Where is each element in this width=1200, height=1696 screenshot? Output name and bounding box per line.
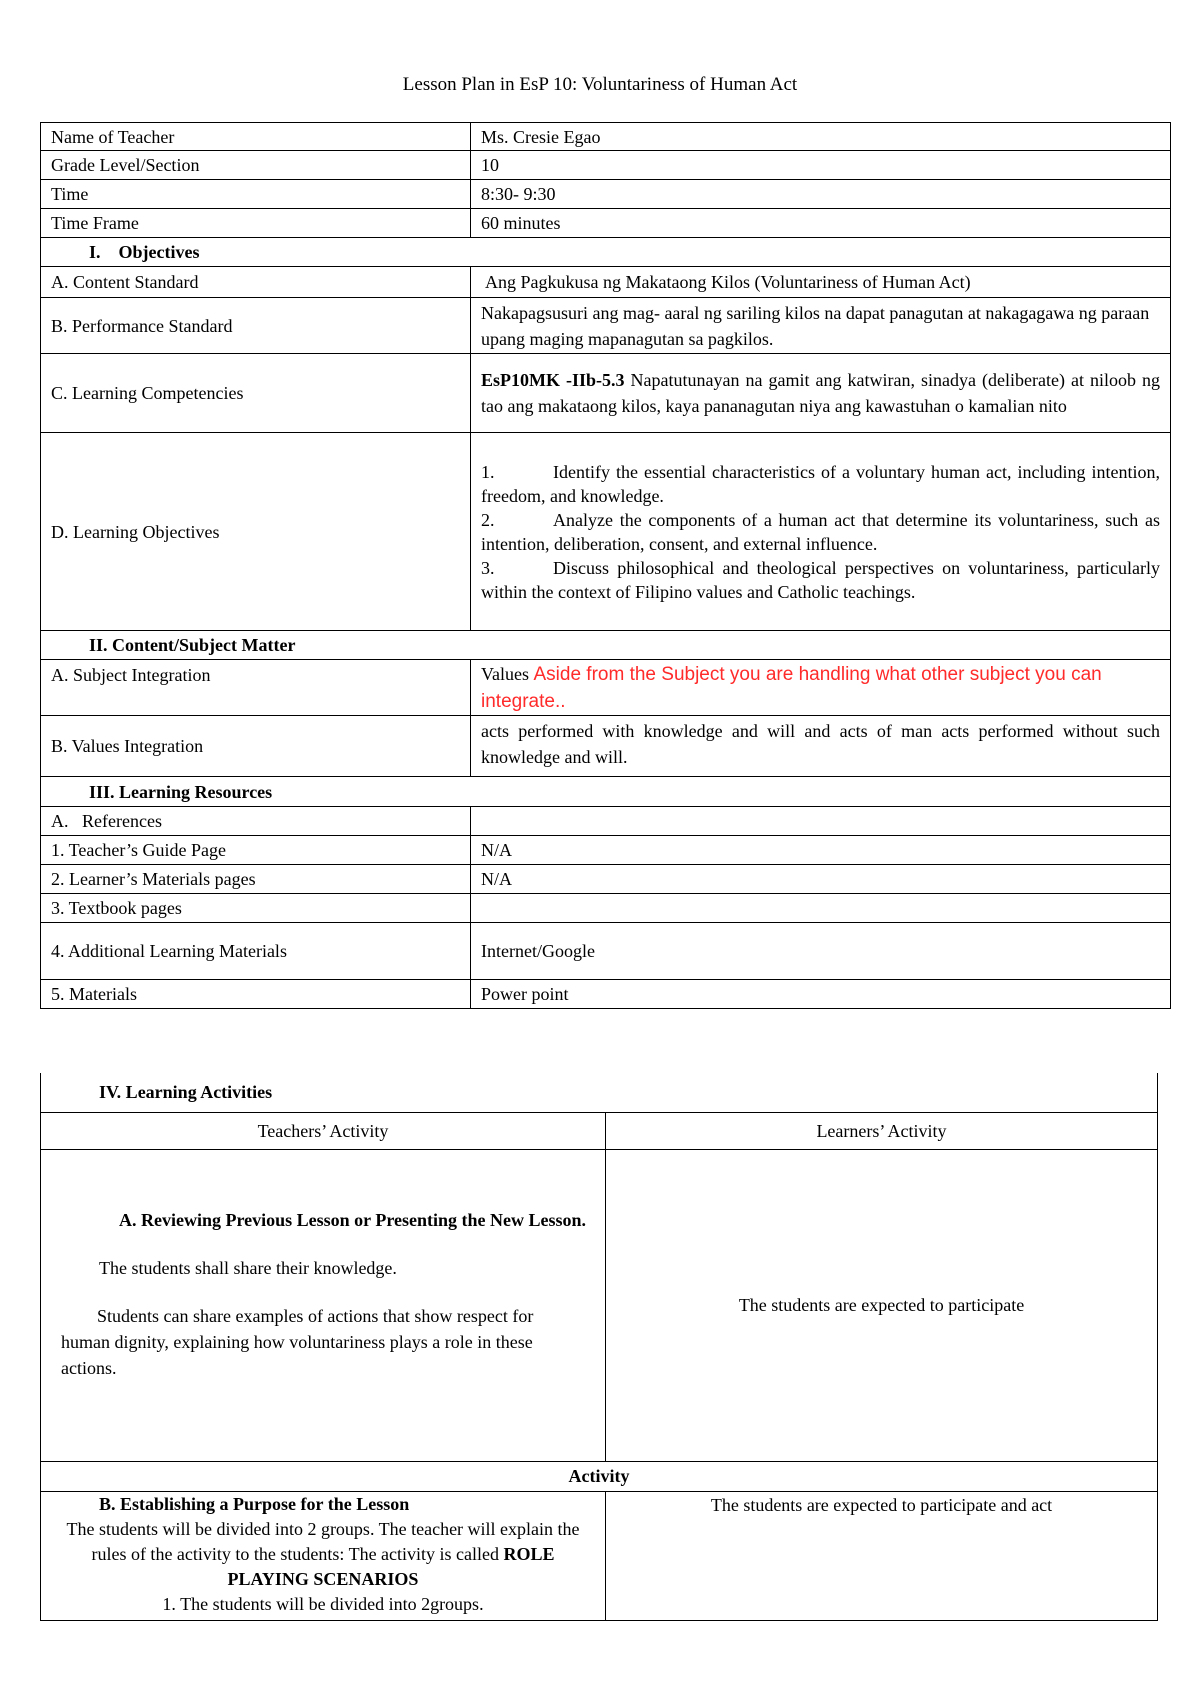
table-row [41,151,1171,180]
purpose-teacher-cell [41,1491,606,1620]
purpose-text: The students will be divided into 2 groups. The teacher will explain the rules of the activity to the students: The activity is called [66,1518,580,1564]
values-integration-label: B. Values Integration [41,716,471,777]
table-row [41,1461,1158,1491]
review-heading: A. Reviewing Previous Lesson or Presenting the New Lesson. [119,1210,586,1230]
section-header-row [41,777,1171,807]
table-row [41,660,1171,716]
review-paragraph-2: Students can share examples of actions that show respect for human dignity, explaining how voluntariness plays a role in these actions. [61,1306,534,1378]
performance-standard-label: B. Performance Standard [41,298,471,354]
textbook-value [471,894,1171,923]
subject-integration-text: Values [481,663,529,684]
content-heading: II. Content/Subject Matter [89,635,296,655]
grade-value: 10 [471,151,1171,180]
learning-activities-table [40,1073,1158,1621]
review-learner-cell: The students are expected to participate [606,1149,1158,1461]
table-row [41,923,1171,980]
table-row [41,354,1171,433]
learners-activity-header: Learners’ Activity [606,1112,1158,1149]
content-standard-value: Ang Pagkukusa ng Makataong Kilos (Voluntariness of Human Act) [471,267,1171,298]
timeframe-value: 60 minutes [471,209,1171,238]
objectives-heading: I. Objectives [89,242,200,262]
competencies-code: EsP10MK -IIb-5.3 [481,370,625,390]
table-row [41,267,1171,298]
learning-objectives-list [471,433,1171,631]
section-header-row [41,631,1171,660]
purpose-step-1: 1. The students will be divided into 2groups. [162,1593,484,1614]
objective-text: Discuss philosophical and theological perspectives on voluntariness, particularly within the context of Filipino values and Catholic teachings. [481,557,1160,602]
table-row [41,980,1171,1009]
review-teacher-cell [41,1149,606,1461]
performance-standard-value: Nakapagsusuri ang mag- aaral ng sariling kilos na dapat panagutan at nakagagawa ng paraan upang maging mapanagutan sa pagkilos. [471,298,1171,354]
table-row [41,836,1171,865]
table-row [41,433,1171,631]
learning-objectives-label: D. Learning Objectives [41,433,471,631]
competencies-text: Napatutunayan na gamit ang katwiran, sinadya (deliberate) at niloob ng tao ang makataong kilos, kaya pananagutan niya ang kawastuhan o kamalian nito [481,370,1160,416]
table-row [41,123,1171,151]
guide-value: N/A [471,836,1171,865]
objective-text: Identify the essential characteristics of a voluntary human act, including intention, freedom, and knowledge. [481,461,1160,506]
materials-label: 5. Materials [41,980,471,1009]
review-paragraph-1: The students shall share their knowledge. [99,1258,397,1278]
subject-integration-note: Aside from the Subject you are handling what other subject you can integrate.. [481,663,1102,712]
objective-number: 2. [481,509,495,530]
time-label: Time [41,180,471,209]
references-value [471,807,1171,836]
values-integration-value: acts performed with knowledge and will and acts of man acts performed without such knowledge and will. [471,716,1171,777]
section-header-row [41,238,1171,267]
subject-integration-label: A. Subject Integration [41,660,471,716]
additional-value: Internet/Google [471,923,1171,980]
objective-number: 1. [481,461,495,482]
objective-text: Analyze the components of a human act that determine its voluntariness, such as intention, deliberation, consent, and external influence. [481,509,1160,554]
timeframe-label: Time Frame [41,209,471,238]
teacher-value: Ms. Cresie Egao [471,123,1171,151]
list-item [481,508,1160,556]
table-row [41,209,1171,238]
table-row [41,1112,1158,1149]
additional-label: 4. Additional Learning Materials [41,923,471,980]
materials-pages-label: 2. Learner’s Materials pages [41,865,471,894]
purpose-paragraph [51,1517,595,1592]
table-row [41,298,1171,354]
activities-heading: IV. Learning Activities [41,1073,1158,1112]
activity-label: Activity [41,1461,1158,1491]
purpose-heading: B. Establishing a Purpose for the Lesson [99,1493,410,1514]
materials-value: Power point [471,980,1171,1009]
table-row [41,894,1171,923]
purpose-learner-cell: The students are expected to participate and act [606,1491,1158,1620]
teachers-activity-header: Teachers’ Activity [41,1112,606,1149]
content-standard-label: A. Content Standard [41,267,471,298]
textbook-label: 3. Textbook pages [41,894,471,923]
grade-label: Grade Level/Section [41,151,471,180]
section-header-row [41,1073,1158,1112]
objective-number: 3. [481,557,495,578]
list-item [481,556,1160,604]
resources-heading: III. Learning Resources [89,781,273,802]
table-row [41,865,1171,894]
list-item [481,460,1160,508]
purpose-activity-name: ROLE PLAYING SCENARIOS [227,1543,555,1589]
time-value: 8:30- 9:30 [471,180,1171,209]
competencies-value [471,354,1171,433]
references-label: A. References [41,807,471,836]
teacher-label: Name of Teacher [41,123,471,151]
document-title: Lesson Plan in EsP 10: Voluntariness of Human Act [402,74,798,95]
materials-pages-value: N/A [471,865,1171,894]
table-row [41,1149,1158,1461]
subject-integration-value [471,660,1171,716]
table-row [41,716,1171,777]
competencies-label: C. Learning Competencies [41,354,471,433]
lesson-info-table [40,122,1171,1009]
guide-label: 1. Teacher’s Guide Page [41,836,471,865]
table-row [41,1491,1158,1620]
table-row [41,180,1171,209]
table-row [41,807,1171,836]
